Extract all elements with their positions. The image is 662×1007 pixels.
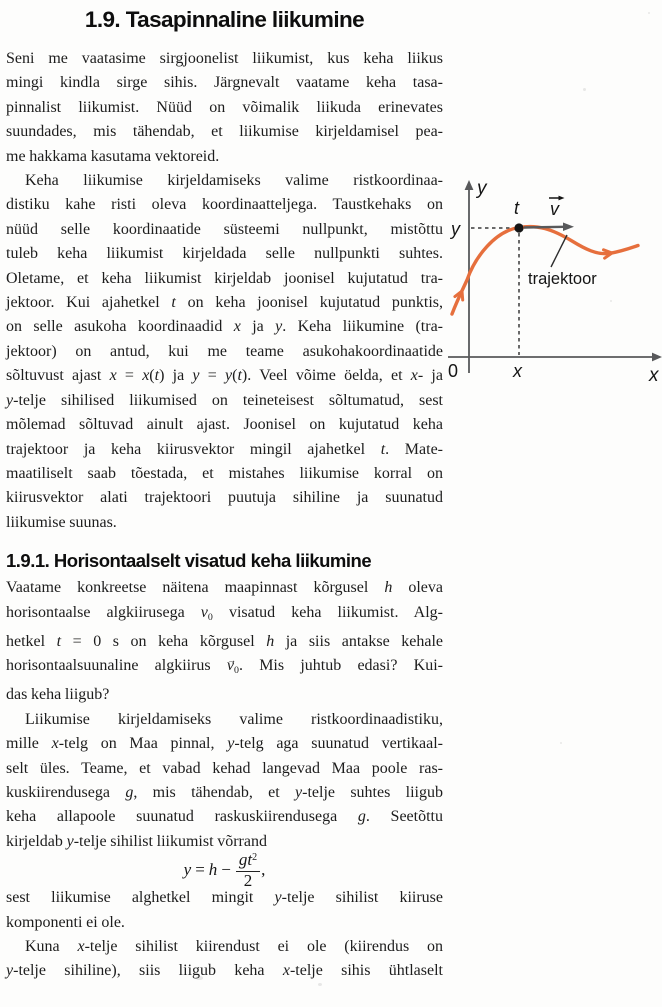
text-column xyxy=(6,4,443,984)
text-line: das keha liigub? xyxy=(6,686,110,704)
formula-h: h xyxy=(208,860,218,880)
scan-speck xyxy=(196,976,203,980)
text-line: Vaatame konkreetse näitena maapinnast kõrgusel h oleva xyxy=(6,579,443,597)
equation-vertical-motion xyxy=(6,850,443,891)
text-line: selt üles. Teame, et vabad kehad langevad Maa poole ras- xyxy=(6,759,443,777)
paragraph-no-initial-vy xyxy=(6,886,443,935)
text-line: tuleb keha liikumist kirjeldada selle nullpunkti suhtes. xyxy=(6,245,443,263)
text-line: mõlemad sõltuvad ainult ajast. Joonisel on kujutatud keha xyxy=(6,416,443,434)
text-line: horisontaalsuunaline algkiirus $v \to_0$. Mis juhtub edasi? Kui- xyxy=(6,654,443,683)
text-line: distiku kahe risti oleva koordinaatteljega. Taustkehaks on xyxy=(6,196,443,214)
paragraph-uniform-x xyxy=(6,935,443,984)
text-line: me hakkama kasutama vektoreid. xyxy=(6,147,220,165)
position-point xyxy=(514,223,523,232)
text-line: sõltuvust ajast x = x(t) ja y = y(t). Veel võime öelda, et x- ja xyxy=(6,367,443,385)
text-line: Keha liikumise kirjeldamiseks valime ristkoordinaa- xyxy=(25,172,443,190)
velocity-vector xyxy=(524,227,564,228)
formula-y: y xyxy=(183,860,192,880)
trajectory-label-pointer-line xyxy=(551,235,567,267)
text-line: jektoor) on antud, kui me teame asukohakoordinaatide xyxy=(6,342,443,360)
text-line: Oletame, et keha liikumist kirjeldab joonisel kujutatud tra- xyxy=(6,269,443,287)
subsection-title: 1.9.1. Horisontaalselt visatud keha liikumine xyxy=(6,550,372,572)
text-line: hetkel t = 0 s on keha kõrgusel h ja siis antakse kehale xyxy=(6,632,443,650)
velocity-vector-arrowhead-icon xyxy=(563,223,574,232)
paragraph-axes-choice xyxy=(6,708,443,854)
time-point-label: t xyxy=(514,198,520,218)
text-line: liikumise suunas. xyxy=(6,513,117,531)
section-title: 1.9. Tasapinnaline liikumine xyxy=(84,7,365,32)
text-line: on selle asukoha koordinaadid x ja y. Keha liikumine (tra- xyxy=(6,318,443,336)
formula-fraction xyxy=(236,850,260,891)
text-line: mille x-telg on Maa pinnal, y-telg aga suunatud vertikaal- xyxy=(6,735,443,753)
paragraph-coordinates xyxy=(6,169,443,535)
velocity-label-arrowhead-icon xyxy=(559,196,565,201)
text-line: mingi kindla sirge sihis. Järgnevalt vaatame keha tasa- xyxy=(6,74,443,92)
text-line: komponenti ei ole. xyxy=(6,913,125,931)
velocity-label: v xyxy=(550,199,559,219)
trajectory-figure xyxy=(440,161,662,401)
scan-speck xyxy=(318,983,322,986)
text-line: Seni me vaatasime sirgjoonelist liikumist, kus keha liikus xyxy=(6,50,443,67)
text-line: y-telje sihilised liikumised on teineteisest sõltumatud, sest xyxy=(6,391,443,409)
text-line: trajektoor ja keha kiirusvektor mingil ajahetkel t. Mate- xyxy=(6,440,443,458)
scan-speck xyxy=(560,742,562,744)
text-line: sest liikumise alghetkel mingit y-telje sihilist kiiruse xyxy=(6,889,444,907)
text-line: suundades, mis tähendab, et liikumise kirjeldamisel pea- xyxy=(6,123,443,141)
text-line: kirjeldab y-telje sihilist liikumist võrrand xyxy=(6,832,267,850)
text-line: kiirusvektor alati trajektoori puutuja sihiline ja suunatud xyxy=(6,489,443,507)
text-line: kuskiirendusega g, mis tähendab, et y-telje suhtes liigub xyxy=(6,783,443,801)
text-line: maatiliselt saab tõestada, et mistahes liikumise korral on xyxy=(6,464,443,482)
formula-comma: , xyxy=(261,860,266,880)
paragraph-intro xyxy=(6,47,443,169)
x-axis-arrowhead-icon xyxy=(652,353,662,362)
formula-denominator: 2 xyxy=(243,871,253,891)
text-line: pinnalist liikumist. Nüüd on võimalik liikuda erinevates xyxy=(6,98,443,116)
formula-minus: − xyxy=(221,860,231,880)
scan-speck xyxy=(648,12,650,14)
text-line: jektoor. Kui ajahetkel t on keha joonisel kujutatud punktis, xyxy=(6,294,443,312)
y-axis-label: y xyxy=(477,178,487,199)
formula-exponent: 2 xyxy=(252,852,258,864)
point-x-label: x xyxy=(513,361,522,381)
formula-numerator: $gt^2$ xyxy=(236,852,260,872)
text-line: Liikumise kirjeldamiseks valime ristkoordinaadistiku, xyxy=(25,710,443,728)
point-y-label: y xyxy=(451,219,460,239)
y-axis-arrowhead-icon xyxy=(465,180,474,190)
paragraph-horizontal-throw xyxy=(6,576,443,708)
text-line: y-telje sihiline), siis liigub keha x-telje sihis ühtlaselt xyxy=(6,962,443,980)
x-axis-label: x xyxy=(649,365,659,386)
scan-speck xyxy=(610,300,612,302)
origin-label: 0 xyxy=(448,361,459,381)
text-line: Kuna x-telje sihilist kiirendust ei ole (kiirendus on xyxy=(25,937,443,955)
text-line: horisontaalse algkiirusega $v_0$ visatud keha liikumist. Alg- xyxy=(6,603,443,623)
scan-speck xyxy=(583,88,586,91)
trajectory-label: trajektoor xyxy=(528,270,597,288)
formula-equals: = xyxy=(195,860,205,880)
text-line: nüüd selle koordinaatide süsteemi nullpunkt, mistõttu xyxy=(6,220,443,238)
text-line: keha allapoole suunatud raskuskiirendusega g. Seetõttu xyxy=(6,808,443,826)
